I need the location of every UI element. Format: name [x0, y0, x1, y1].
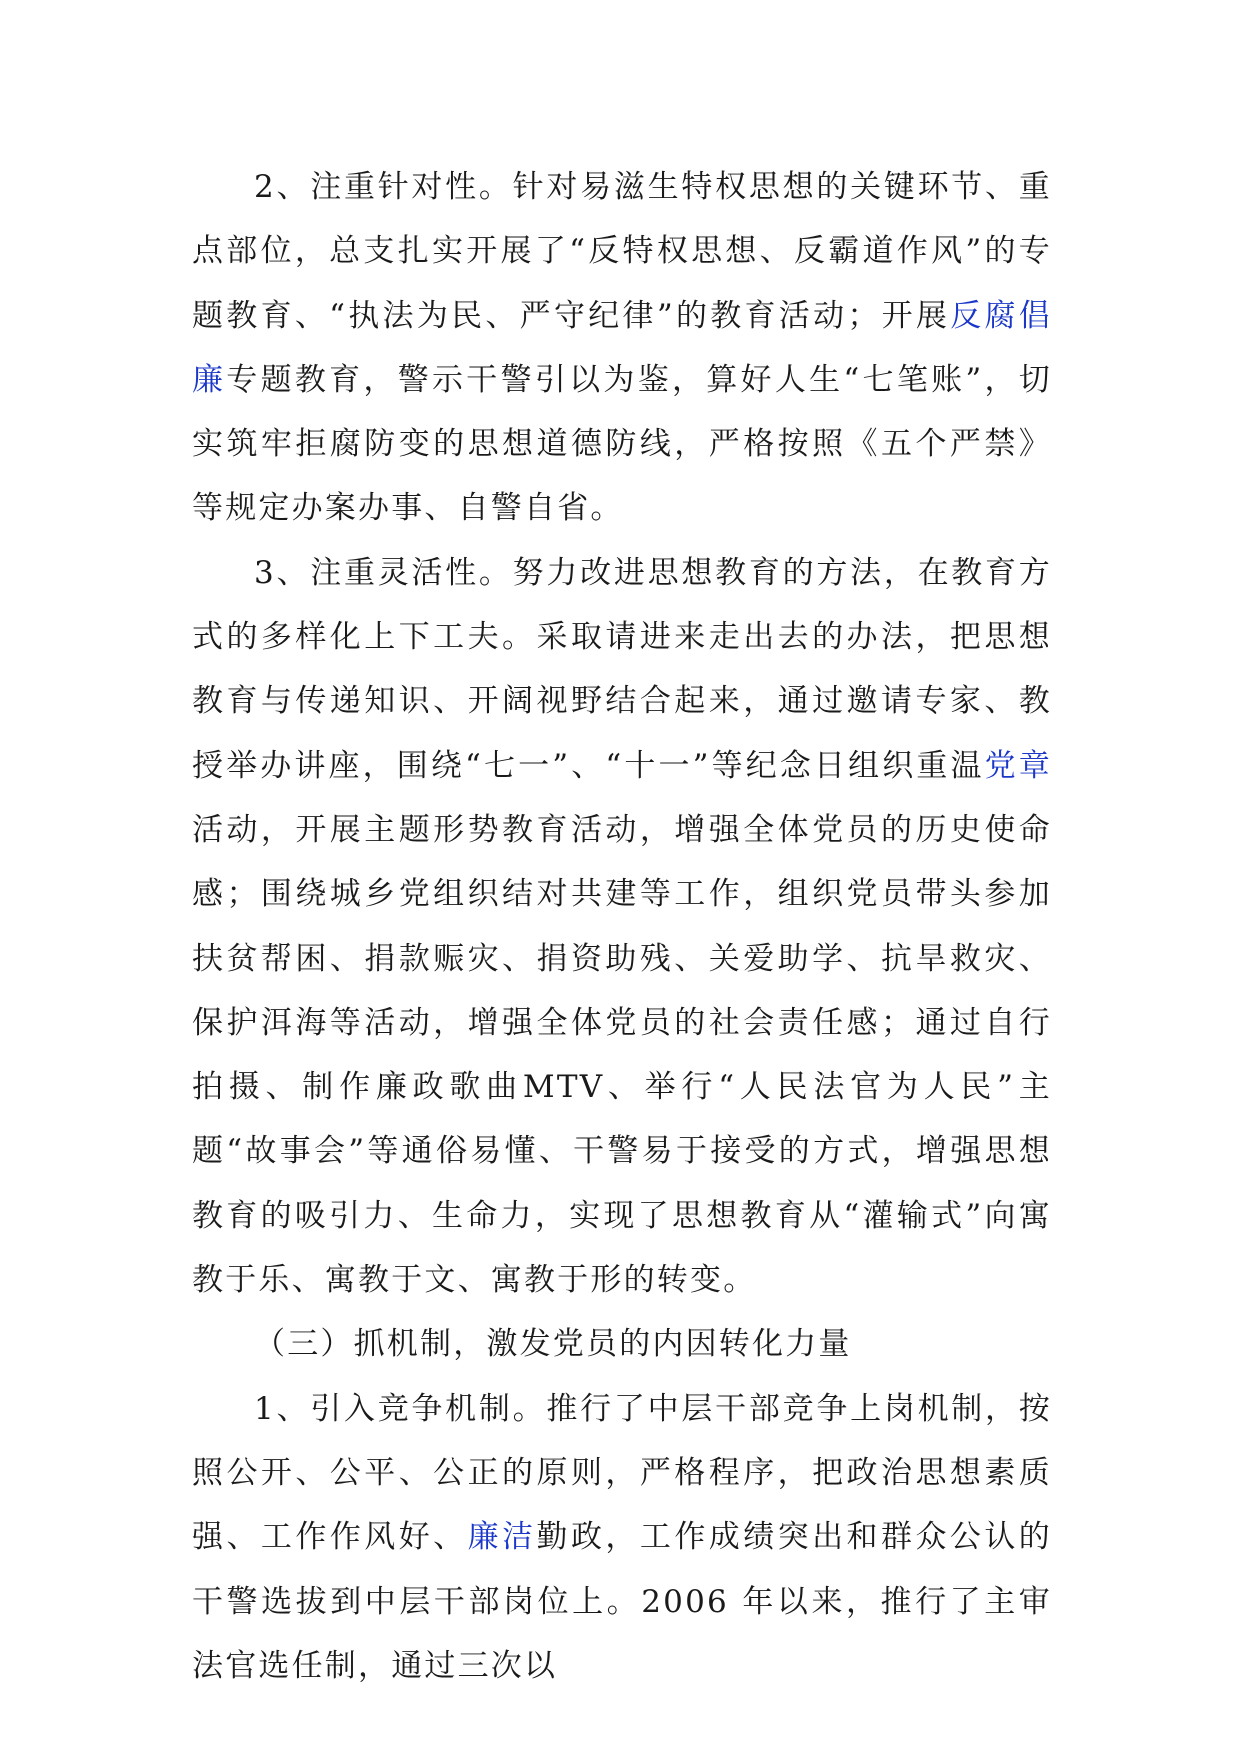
document-body [192, 155, 1052, 1698]
text-segment: 勤政，工作成绩突出和群众公认的干警选拔到中层干部岗位上。2006 年以来，推行了主审法官选任制，通过三次以 [192, 1519, 1053, 1684]
section-heading [192, 1312, 1052, 1376]
text-segment: 1、引入竞争机制。推行了中层干部竞争上岗机制，按照公开、公平、公正的原则，严格程序，把政治思想素质强、工作作风好、 [192, 1390, 1052, 1556]
paragraph-competition [192, 1377, 1052, 1698]
paragraph-targeting [192, 155, 1052, 541]
link-integrity[interactable]: 廉洁 [467, 1519, 537, 1556]
text-segment: 2、注重针对性。针对易滋生特权思想的关键环节、重点部位，总支扎实开展了“反特权思想、反霸道作风”的专题教育、“执法为民、严守纪律”的教育活动；开展 [192, 169, 1052, 334]
heading-text: （三）抓机制，激发党员的内因转化力量 [254, 1326, 852, 1363]
text-segment: 专题教育，警示干警引以为鉴，算好人生“七笔账”，切实筑牢拒腐防变的思想道德防线，严格按照《五个严禁》等规定办案办事、自警自省。 [192, 361, 1053, 527]
link-party-constitution[interactable]: 党章 [984, 747, 1053, 784]
text-segment: 活动，开展主题形势教育活动，增强全体党员的历史使命感；围绕城乡党组织结对共建等工作，组织党员带头参加扶贫帮困、捐款赈灾、捐资助残、关爱助学、抗旱救灾、保护洱海等活动，增强全体党员的社会责任感；通过自行拍摄、制作廉政歌曲MTV、举行“人民法官为人民”主题“故事会”等通俗易懂、干警易于接受的方式，增强思想教育的吸引力、生命力，实现了思想教育从“灌输式”向寓教于乐、寓教于文、寓教于形的转变。 [192, 811, 1052, 1299]
link-anti-corruption[interactable]: 反腐倡廉 [192, 297, 1053, 398]
paragraph-flexibility [192, 541, 1052, 1313]
text-segment: 3、注重灵活性。努力改进思想教育的方法，在教育方式的多样化上下工夫。采取请进来走出去的办法，把思想教育与传递知识、开阔视野结合起来，通过邀请专家、教授举办讲座，围绕“七一”、“十一”等纪念日组织重温 [192, 554, 1052, 784]
